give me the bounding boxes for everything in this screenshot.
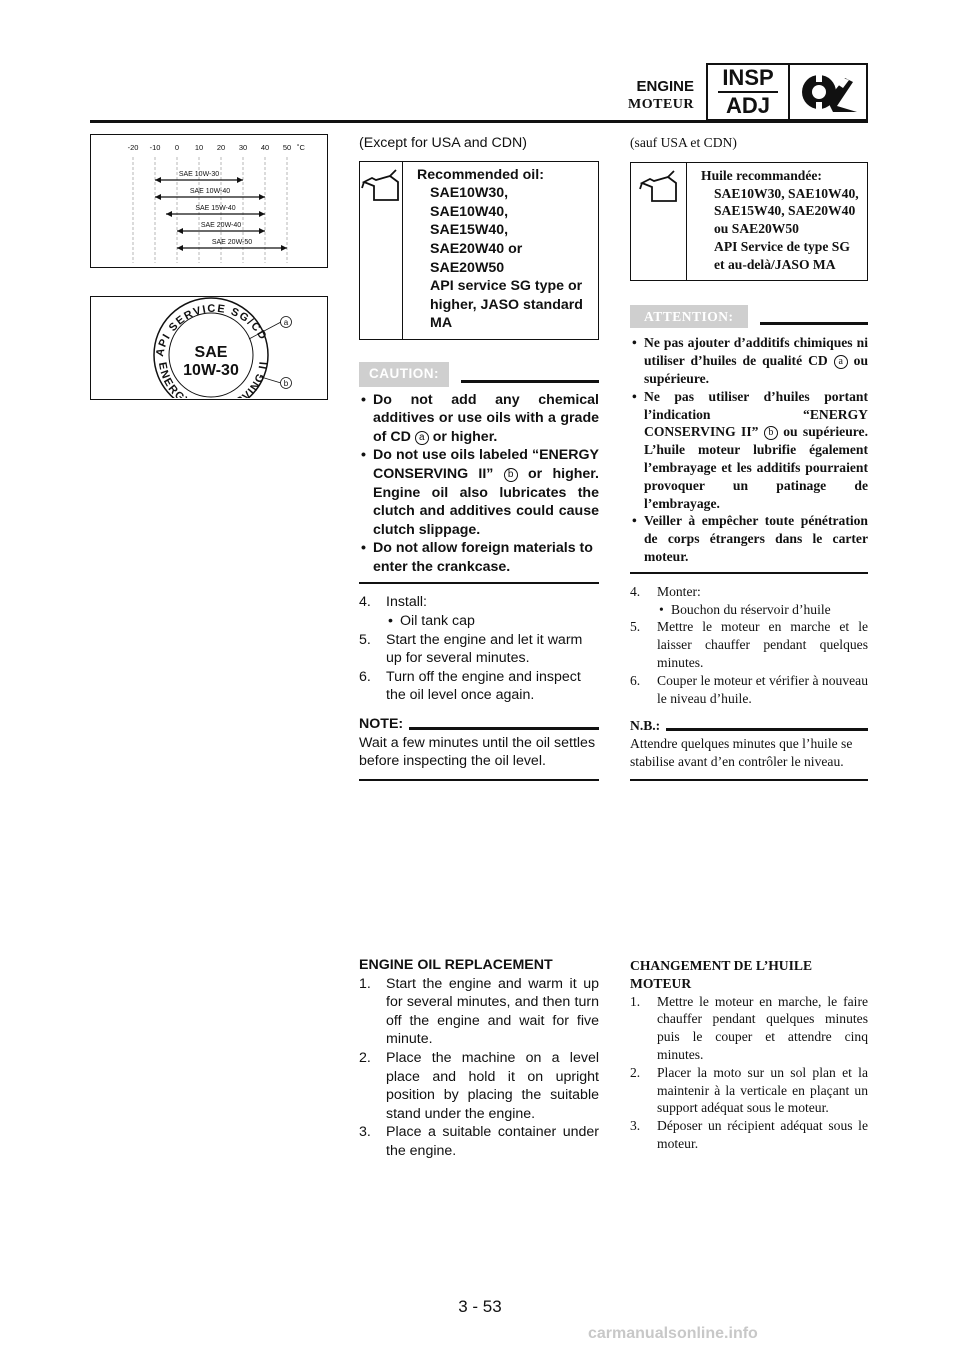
watermark: carmanualsonline.info xyxy=(588,1325,758,1342)
temperature-tick: 50 xyxy=(282,143,292,152)
recommended-oil-line: SAE10W30, xyxy=(430,185,509,202)
recommended-oil-box xyxy=(359,161,599,340)
grade-label: SAE 15W-40 xyxy=(195,205,236,212)
wrench-icon xyxy=(790,65,866,119)
oil-can-icon xyxy=(631,163,687,280)
note-end-rule xyxy=(359,779,599,781)
callout-b: b xyxy=(504,468,518,482)
grade-label: SAE 10W-40 xyxy=(189,188,231,195)
temperature-tick: 30 xyxy=(238,143,248,152)
section-title-fr: MOTEUR xyxy=(628,97,694,112)
svg-text:ENERGY CONSERVING II: ENERG VING II xyxy=(155,359,271,398)
recommended-oil-title-fr: Huile recommandée: xyxy=(701,167,822,183)
steps-list: 4. Install: • Oil tank cap 5. Start the engine and let it warm up for several minutes. 6. Turn off the engine and inspect the oil level once again. xyxy=(359,594,583,704)
recommended-oil-line: SAE20W50 xyxy=(430,259,505,276)
svg-text:SAE: SAE xyxy=(194,344,228,361)
section-title-en: ENGINE xyxy=(636,78,694,95)
svg-text:10W-30: 10W-30 xyxy=(183,362,239,379)
callout-a: a xyxy=(834,355,848,369)
grade-range-arrow xyxy=(259,211,265,217)
note-label: NOTE: xyxy=(359,716,404,733)
caution-end-rule xyxy=(359,582,599,584)
caution-label: CAUTION: xyxy=(359,362,449,387)
temperature-tick: -20 xyxy=(127,143,139,152)
grade-range-arrow xyxy=(155,194,161,200)
except-note: (Except for USA and CDN) xyxy=(359,135,527,151)
api-service-seal xyxy=(91,297,326,398)
attention-end-rule xyxy=(630,572,868,574)
insp-adj-badge xyxy=(706,63,868,121)
svg-text:a: a xyxy=(283,318,289,327)
attention-list: • Ne pas ajouter d’additifs chimiques ni utiliser d’huiles de qualité CD a ou supérieure. • Ne pas utiliser d’huiles portant l’indication “ENERGY CONSERVING II” b ou supérieure. L’huile moteur lubrifie également l’embrayage et les additifs pourraient provoquer un patinage de l’embrayage. • Veiller à empêcher toute pénétration de corps étrangers dans le carter moteur. xyxy=(632,335,869,564)
temperature-tick: 40 xyxy=(260,143,270,152)
oil-can-icon xyxy=(360,162,403,339)
api-seal-figure xyxy=(90,296,328,400)
nb-end-rule xyxy=(630,779,868,781)
svg-text:b: b xyxy=(283,379,289,388)
grade-range-arrow xyxy=(281,245,287,251)
grade-range-arrow xyxy=(177,245,183,251)
callout-a: a xyxy=(415,431,429,445)
header-rule xyxy=(90,120,868,123)
attention-label: ATTENTION: xyxy=(630,305,748,329)
nb-text: Attendre quelques minutes que l’huile se stabilise avant d’en contrôler le niveau. xyxy=(630,736,853,769)
grade-range-arrow xyxy=(166,211,172,217)
french-column xyxy=(630,134,868,781)
callout-b: b xyxy=(764,426,778,440)
grade-label: SAE 20W-40 xyxy=(200,222,242,229)
recommended-oil-line: ou SAE20W50 xyxy=(714,221,799,237)
recommended-oil-line: API Service de type SG xyxy=(714,238,850,254)
temperature-tick: 20 xyxy=(216,143,226,152)
replacement-title-fr: CHANGEMENT DE L’HUILE MOTEUR xyxy=(630,958,813,991)
steps-list-fr: 4. Monter: • Bouchon du réservoir d’huile 5. Mettre le moteur en marche et le laisser chauffer pendant quelques minutes. 6. Couper le moteur et vérifier à nouveau le niveau d’huile. xyxy=(630,583,868,706)
recommended-oil-line: SAE15W40, SAE20W40 xyxy=(714,203,856,219)
badge-adj-label: ADJ xyxy=(725,93,770,118)
grade-range-arrow xyxy=(237,177,243,183)
note-text: Wait a few minutes until the oil settles before inspecting the oil level. xyxy=(359,734,596,770)
recommended-oil-line: et au-delà/JASO MA xyxy=(714,256,836,272)
temperature-tick: -10 xyxy=(149,143,161,152)
grade-range-arrow xyxy=(177,228,183,234)
svg-text:API SERVICE SG/CD: API SERVICE SG/CD xyxy=(154,302,270,358)
english-replacement: ENGINE OIL REPLACEMENT 1. Start the engine and warm it up for several minutes, and then turn off the engine and wait for five minute. 2. Place the machine on a level place and hold it on upright position by placing the suitable stand under the engine. 3. Place a suitable container under the engine. xyxy=(359,957,599,1159)
recommended-oil-line: SAE15W40, xyxy=(430,222,509,239)
grade-range-arrow xyxy=(259,228,265,234)
page-number: 3 - 53 xyxy=(458,1297,502,1316)
english-column xyxy=(359,134,599,781)
temperature-tick: ˚C xyxy=(297,143,305,152)
recommended-oil-line: SAE10W40, xyxy=(430,203,509,220)
nb-label: N.B.: xyxy=(630,718,661,734)
temperature-tick: 10 xyxy=(194,143,204,152)
replacement-title: ENGINE OIL REPLACEMENT xyxy=(359,957,553,973)
grade-label: SAE 20W-50 xyxy=(211,239,253,246)
recommended-oil-line: SAE20W40 or xyxy=(430,240,523,257)
temperature-tick: 0 xyxy=(174,143,180,152)
badge-insp-label: INSP xyxy=(722,65,774,90)
caution-list: • Do not add any chemical additives or use oils with a grade of CD a or higher. • Do not use oils labeled “ENERGY CONSERVING II” b or higher. Engine oil also lubricates the clutch and additives could cause clutch slippage. • Do not allow foreign materials to enter the crankcase. xyxy=(361,391,599,575)
grade-range-arrow xyxy=(259,194,265,200)
french-replacement: CHANGEMENT DE L’HUILE MOTEUR 1. Mettre le moteur en marche, le faire chauffer pendant quelques minutes puis le couper et attendre cinq minutes. 2. Placer la moto sur un sol plan et la maintenir à la verticale en plaçant un support adéquat sous le moteur. 3. Déposer un récipient adéquat sous le moteur. xyxy=(630,958,868,1151)
recommended-oil-line: SAE10W30, SAE10W40, xyxy=(714,185,859,201)
viscosity-chart-figure xyxy=(90,134,328,268)
recommended-oil-title: Recommended oil: xyxy=(417,166,544,183)
grade-label: SAE 10W-30 xyxy=(178,171,220,178)
except-note-fr: (sauf USA et CDN) xyxy=(630,135,737,150)
recommended-oil-box-fr xyxy=(630,162,868,281)
grade-range-arrow xyxy=(155,177,161,183)
recommended-oil-line: API service SG type or higher, JASO standard MA xyxy=(430,278,583,332)
